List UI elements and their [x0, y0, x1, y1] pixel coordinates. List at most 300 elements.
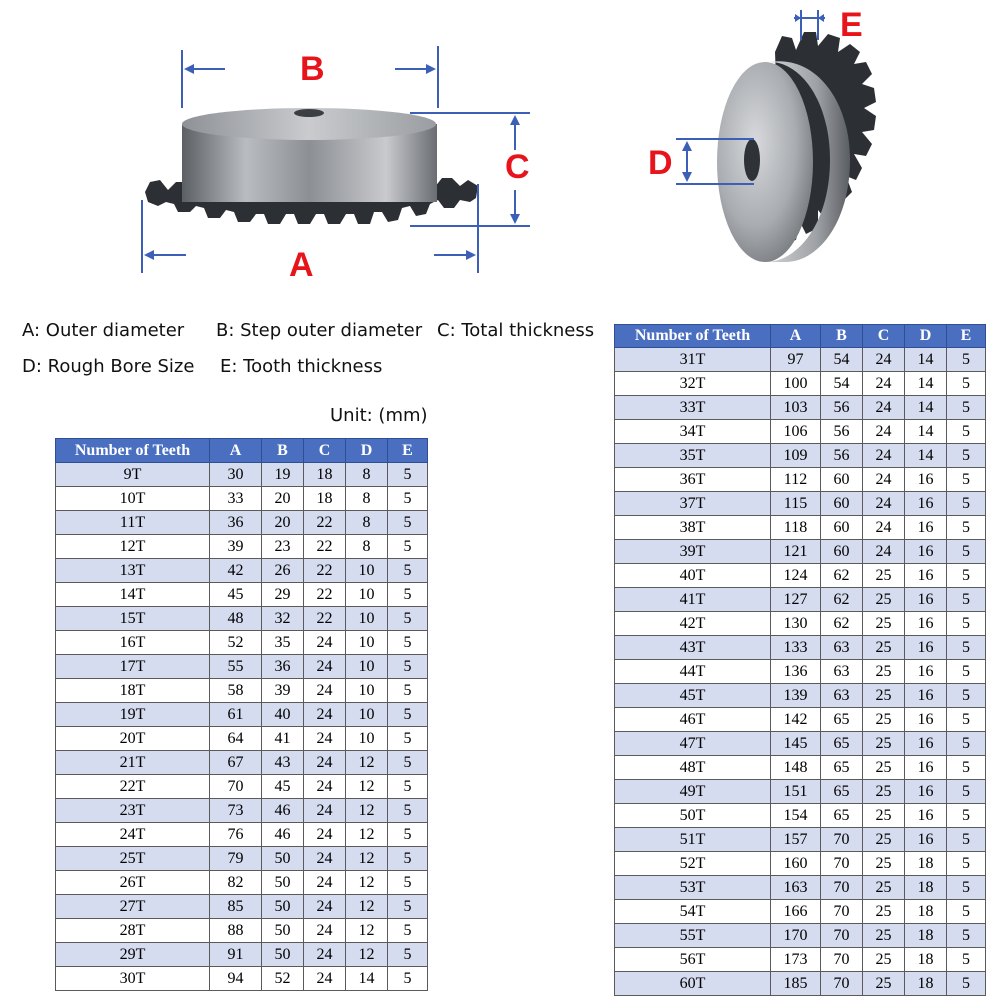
cell-c: 18 [304, 463, 346, 487]
cell-e: 5 [388, 559, 428, 583]
cell-teeth: 54T [615, 900, 771, 924]
cell-b: 19 [262, 463, 304, 487]
cell-b: 65 [821, 780, 863, 804]
cell-a: 97 [771, 348, 821, 372]
cell-teeth: 47T [615, 732, 771, 756]
cell-c: 24 [304, 751, 346, 775]
cell-c: 24 [863, 420, 905, 444]
cell-b: 40 [262, 703, 304, 727]
cell-a: 118 [771, 516, 821, 540]
cell-teeth: 27T [56, 895, 210, 919]
cell-teeth: 46T [615, 708, 771, 732]
cell-a: 88 [210, 919, 262, 943]
cell-d: 16 [905, 492, 947, 516]
cell-c: 25 [863, 708, 905, 732]
cell-c: 22 [304, 559, 346, 583]
table-row [615, 516, 986, 540]
cell-a: 100 [771, 372, 821, 396]
cell-d: 14 [905, 420, 947, 444]
cell-b: 50 [262, 895, 304, 919]
cell-a: 52 [210, 631, 262, 655]
header-b: B [821, 325, 863, 348]
cell-teeth: 33T [615, 396, 771, 420]
table-row [615, 756, 986, 780]
cell-d: 10 [346, 607, 388, 631]
cell-c: 24 [304, 919, 346, 943]
cell-b: 65 [821, 732, 863, 756]
cell-a: 85 [210, 895, 262, 919]
cell-a: 76 [210, 823, 262, 847]
table-row [56, 919, 428, 943]
cell-d: 16 [905, 684, 947, 708]
table-row [56, 895, 428, 919]
cell-teeth: 10T [56, 487, 210, 511]
cell-e: 5 [388, 463, 428, 487]
cell-d: 8 [346, 487, 388, 511]
cell-e: 5 [947, 612, 986, 636]
cell-a: 133 [771, 636, 821, 660]
cell-e: 5 [388, 583, 428, 607]
cell-c: 24 [304, 847, 346, 871]
cell-teeth: 24T [56, 823, 210, 847]
cell-teeth: 52T [615, 852, 771, 876]
cell-d: 18 [905, 924, 947, 948]
cell-e: 5 [947, 636, 986, 660]
table-row [56, 535, 428, 559]
cell-a: 103 [771, 396, 821, 420]
cell-b: 56 [821, 396, 863, 420]
spec-table-right-body [615, 348, 986, 996]
table-row [615, 852, 986, 876]
cell-c: 25 [863, 780, 905, 804]
cell-d: 16 [905, 564, 947, 588]
cell-e: 5 [947, 444, 986, 468]
cell-teeth: 50T [615, 804, 771, 828]
cell-a: 106 [771, 420, 821, 444]
cell-b: 36 [262, 655, 304, 679]
cell-teeth: 51T [615, 828, 771, 852]
cell-teeth: 11T [56, 511, 210, 535]
cell-teeth: 34T [615, 420, 771, 444]
cell-e: 5 [947, 396, 986, 420]
legend-c: C: Total thickness [437, 320, 595, 341]
legend-a: A: Outer diameter [22, 320, 185, 341]
cell-b: 50 [262, 919, 304, 943]
cell-teeth: 38T [615, 516, 771, 540]
cell-c: 22 [304, 535, 346, 559]
cell-a: 139 [771, 684, 821, 708]
cell-a: 115 [771, 492, 821, 516]
cell-e: 5 [947, 804, 986, 828]
cell-e: 5 [388, 703, 428, 727]
table-row [615, 828, 986, 852]
cell-e: 5 [947, 660, 986, 684]
cell-e: 5 [947, 708, 986, 732]
cell-teeth: 45T [615, 684, 771, 708]
table-row [56, 799, 428, 823]
cell-teeth: 43T [615, 636, 771, 660]
cell-teeth: 31T [615, 348, 771, 372]
cell-d: 10 [346, 631, 388, 655]
cell-teeth: 28T [56, 919, 210, 943]
cell-a: 160 [771, 852, 821, 876]
cell-a: 127 [771, 588, 821, 612]
cell-b: 60 [821, 468, 863, 492]
table-row [615, 612, 986, 636]
cell-e: 5 [947, 372, 986, 396]
cell-teeth: 37T [615, 492, 771, 516]
table-row [615, 804, 986, 828]
cell-b: 70 [821, 948, 863, 972]
cell-e: 5 [388, 847, 428, 871]
cell-d: 12 [346, 919, 388, 943]
cell-e: 5 [947, 732, 986, 756]
cell-c: 24 [304, 823, 346, 847]
cell-b: 62 [821, 588, 863, 612]
cell-e: 5 [388, 655, 428, 679]
cell-e: 5 [947, 828, 986, 852]
table-row [615, 948, 986, 972]
cell-e: 5 [388, 487, 428, 511]
cell-b: 32 [262, 607, 304, 631]
cell-b: 50 [262, 871, 304, 895]
cell-teeth: 44T [615, 660, 771, 684]
cell-e: 5 [947, 852, 986, 876]
cell-c: 24 [304, 631, 346, 655]
cell-d: 14 [905, 348, 947, 372]
table-row [56, 463, 428, 487]
cell-e: 5 [388, 511, 428, 535]
cell-e: 5 [388, 535, 428, 559]
cell-e: 5 [947, 924, 986, 948]
cell-c: 24 [304, 943, 346, 967]
dimension-label-c: C [505, 148, 530, 186]
cell-teeth: 55T [615, 924, 771, 948]
cell-e: 5 [388, 823, 428, 847]
sprocket-side-view [145, 108, 478, 224]
spec-table-left [55, 438, 428, 991]
cell-d: 10 [346, 727, 388, 751]
cell-c: 25 [863, 900, 905, 924]
table-row [56, 967, 428, 991]
table-row [615, 780, 986, 804]
cell-c: 25 [863, 660, 905, 684]
cell-d: 14 [905, 372, 947, 396]
cell-d: 8 [346, 535, 388, 559]
cell-c: 25 [863, 804, 905, 828]
cell-teeth: 18T [56, 679, 210, 703]
table-row [56, 583, 428, 607]
table-row [615, 468, 986, 492]
cell-teeth: 21T [56, 751, 210, 775]
cell-c: 24 [863, 468, 905, 492]
cell-c: 24 [304, 679, 346, 703]
cell-a: 112 [771, 468, 821, 492]
cell-a: 121 [771, 540, 821, 564]
cell-c: 25 [863, 972, 905, 996]
table-row [56, 679, 428, 703]
cell-teeth: 12T [56, 535, 210, 559]
cell-c: 25 [863, 924, 905, 948]
cell-c: 25 [863, 612, 905, 636]
cell-c: 24 [304, 775, 346, 799]
cell-b: 65 [821, 756, 863, 780]
cell-b: 20 [262, 487, 304, 511]
cell-b: 62 [821, 612, 863, 636]
cell-teeth: 35T [615, 444, 771, 468]
cell-a: 185 [771, 972, 821, 996]
cell-b: 56 [821, 444, 863, 468]
table-row [615, 492, 986, 516]
cell-d: 16 [905, 588, 947, 612]
cell-d: 12 [346, 775, 388, 799]
cell-d: 16 [905, 516, 947, 540]
cell-a: 48 [210, 607, 262, 631]
header-d: D [346, 439, 388, 463]
header-c: C [863, 325, 905, 348]
cell-a: 94 [210, 967, 262, 991]
cell-d: 16 [905, 804, 947, 828]
cell-a: 145 [771, 732, 821, 756]
cell-teeth: 39T [615, 540, 771, 564]
cell-a: 33 [210, 487, 262, 511]
cell-c: 24 [304, 727, 346, 751]
cell-e: 5 [947, 756, 986, 780]
cell-e: 5 [947, 492, 986, 516]
cell-a: 154 [771, 804, 821, 828]
cell-a: 36 [210, 511, 262, 535]
cell-teeth: 36T [615, 468, 771, 492]
cell-b: 62 [821, 564, 863, 588]
dimension-label-a: A [289, 246, 314, 284]
table-row [615, 732, 986, 756]
cell-d: 12 [346, 943, 388, 967]
cell-e: 5 [947, 588, 986, 612]
table-row [615, 444, 986, 468]
cell-a: 91 [210, 943, 262, 967]
cell-a: 142 [771, 708, 821, 732]
header-b: B [262, 439, 304, 463]
cell-d: 14 [905, 444, 947, 468]
cell-a: 148 [771, 756, 821, 780]
table-header-row [56, 439, 428, 463]
cell-b: 70 [821, 924, 863, 948]
cell-b: 63 [821, 660, 863, 684]
cell-c: 22 [304, 583, 346, 607]
cell-e: 5 [947, 468, 986, 492]
cell-b: 54 [821, 348, 863, 372]
cell-a: 157 [771, 828, 821, 852]
cell-teeth: 13T [56, 559, 210, 583]
cell-c: 25 [863, 828, 905, 852]
dimension-label-b: B [300, 50, 325, 88]
table-row [56, 511, 428, 535]
table-row [56, 631, 428, 655]
cell-c: 25 [863, 948, 905, 972]
cell-a: 166 [771, 900, 821, 924]
table-row [56, 847, 428, 871]
cell-b: 29 [262, 583, 304, 607]
table-row [615, 876, 986, 900]
cell-a: 39 [210, 535, 262, 559]
cell-teeth: 20T [56, 727, 210, 751]
cell-b: 70 [821, 828, 863, 852]
cell-d: 16 [905, 468, 947, 492]
cell-teeth: 25T [56, 847, 210, 871]
table-row [615, 540, 986, 564]
cell-b: 60 [821, 540, 863, 564]
table-row [615, 972, 986, 996]
cell-e: 5 [947, 684, 986, 708]
cell-c: 24 [863, 396, 905, 420]
cell-a: 58 [210, 679, 262, 703]
table-row [615, 396, 986, 420]
table-row [615, 900, 986, 924]
cell-d: 10 [346, 679, 388, 703]
cell-a: 124 [771, 564, 821, 588]
cell-e: 5 [388, 895, 428, 919]
cell-b: 60 [821, 516, 863, 540]
cell-c: 24 [863, 540, 905, 564]
cell-c: 18 [304, 487, 346, 511]
cell-d: 16 [905, 612, 947, 636]
legend-d: D: Rough Bore Size [22, 356, 195, 377]
header-c: C [304, 439, 346, 463]
cell-a: 64 [210, 727, 262, 751]
cell-b: 50 [262, 943, 304, 967]
cell-a: 30 [210, 463, 262, 487]
cell-teeth: 9T [56, 463, 210, 487]
cell-b: 63 [821, 684, 863, 708]
spec-table-right [614, 324, 986, 996]
cell-d: 18 [905, 900, 947, 924]
cell-d: 16 [905, 540, 947, 564]
table-row [615, 684, 986, 708]
cell-e: 5 [388, 607, 428, 631]
table-row [615, 636, 986, 660]
cell-d: 14 [346, 967, 388, 991]
cell-c: 24 [863, 372, 905, 396]
table-row [56, 703, 428, 727]
cell-e: 5 [388, 967, 428, 991]
cell-c: 25 [863, 756, 905, 780]
cell-teeth: 53T [615, 876, 771, 900]
cell-teeth: 23T [56, 799, 210, 823]
cell-c: 24 [304, 967, 346, 991]
cell-d: 12 [346, 823, 388, 847]
cell-c: 25 [863, 876, 905, 900]
table-row [615, 924, 986, 948]
cell-d: 12 [346, 895, 388, 919]
cell-b: 23 [262, 535, 304, 559]
cell-d: 16 [905, 828, 947, 852]
cell-e: 5 [947, 780, 986, 804]
cell-b: 70 [821, 972, 863, 996]
cell-a: 45 [210, 583, 262, 607]
cell-c: 24 [304, 895, 346, 919]
cell-d: 16 [905, 636, 947, 660]
cell-b: 35 [262, 631, 304, 655]
cell-d: 18 [905, 852, 947, 876]
table-row [56, 751, 428, 775]
cell-b: 26 [262, 559, 304, 583]
cell-c: 24 [304, 799, 346, 823]
cell-d: 10 [346, 583, 388, 607]
cell-e: 5 [388, 799, 428, 823]
cell-c: 24 [304, 703, 346, 727]
cell-b: 65 [821, 708, 863, 732]
cell-teeth: 49T [615, 780, 771, 804]
cell-teeth: 60T [615, 972, 771, 996]
cell-a: 73 [210, 799, 262, 823]
cell-e: 5 [388, 631, 428, 655]
sprocket-front-view [717, 32, 876, 262]
cell-d: 12 [346, 799, 388, 823]
cell-c: 25 [863, 852, 905, 876]
cell-d: 16 [905, 756, 947, 780]
cell-teeth: 29T [56, 943, 210, 967]
cell-b: 70 [821, 876, 863, 900]
header-a: A [771, 325, 821, 348]
cell-e: 5 [947, 876, 986, 900]
cell-d: 16 [905, 780, 947, 804]
cell-b: 43 [262, 751, 304, 775]
cell-e: 5 [947, 972, 986, 996]
cell-a: 55 [210, 655, 262, 679]
cell-teeth: 16T [56, 631, 210, 655]
cell-e: 5 [947, 420, 986, 444]
cell-b: 65 [821, 804, 863, 828]
cell-c: 25 [863, 684, 905, 708]
header-teeth: Number of Teeth [56, 439, 210, 463]
cell-b: 46 [262, 823, 304, 847]
table-row [56, 487, 428, 511]
cell-d: 10 [346, 655, 388, 679]
dimension-label-e: E [840, 6, 863, 44]
cell-b: 41 [262, 727, 304, 751]
cell-e: 5 [947, 540, 986, 564]
table-row [56, 607, 428, 631]
cell-e: 5 [947, 516, 986, 540]
cell-c: 24 [304, 655, 346, 679]
cell-teeth: 48T [615, 756, 771, 780]
cell-d: 12 [346, 751, 388, 775]
cell-c: 24 [304, 871, 346, 895]
cell-e: 5 [947, 948, 986, 972]
cell-teeth: 26T [56, 871, 210, 895]
cell-teeth: 42T [615, 612, 771, 636]
cell-teeth: 17T [56, 655, 210, 679]
cell-c: 25 [863, 564, 905, 588]
cell-c: 25 [863, 636, 905, 660]
cell-a: 173 [771, 948, 821, 972]
cell-b: 39 [262, 679, 304, 703]
cell-teeth: 41T [615, 588, 771, 612]
cell-d: 10 [346, 559, 388, 583]
legend-e: E: Tooth thickness [220, 356, 383, 377]
cell-teeth: 22T [56, 775, 210, 799]
cell-a: 136 [771, 660, 821, 684]
cell-b: 60 [821, 492, 863, 516]
cell-teeth: 56T [615, 948, 771, 972]
cell-teeth: 40T [615, 564, 771, 588]
table-row [615, 420, 986, 444]
cell-b: 50 [262, 847, 304, 871]
cell-d: 8 [346, 463, 388, 487]
cell-d: 12 [346, 847, 388, 871]
table-row [56, 823, 428, 847]
cell-teeth: 30T [56, 967, 210, 991]
